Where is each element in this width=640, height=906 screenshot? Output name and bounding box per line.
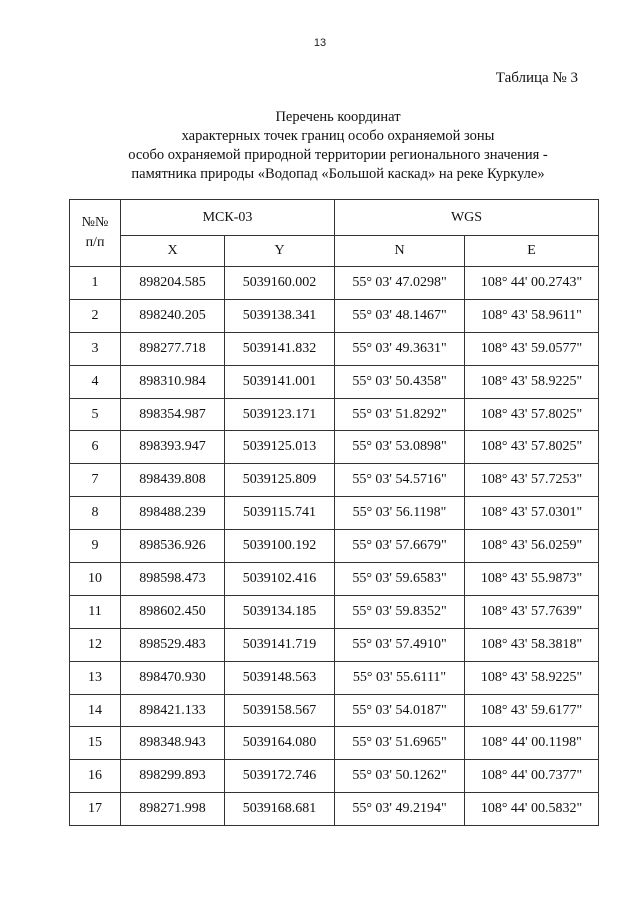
wgs-n-cell: 55° 03' 51.6965"	[335, 727, 465, 760]
msk-y-cell: 5039125.809	[225, 464, 335, 497]
point-number-cell: 6	[70, 431, 121, 464]
table-row	[70, 332, 599, 365]
table-label: Таблица № 3	[495, 70, 578, 86]
msk-y-cell: 5039141.832	[225, 332, 335, 365]
wgs-e-cell: 108° 44' 00.5832"	[465, 793, 599, 826]
point-number-cell: 16	[70, 760, 121, 793]
msk-y-cell: 5039141.719	[225, 628, 335, 661]
number-column-header	[70, 200, 121, 267]
wgs-n-cell: 55° 03' 53.0898"	[335, 431, 465, 464]
point-number-cell: 15	[70, 727, 121, 760]
point-number-cell: 13	[70, 661, 121, 694]
wgs-e-cell: 108° 43' 58.3818"	[465, 628, 599, 661]
msk-x-cell: 898536.926	[121, 530, 225, 563]
wgs-n-cell: 55° 03' 59.8352"	[335, 595, 465, 628]
msk-x-cell: 898348.943	[121, 727, 225, 760]
wgs-e-cell: 108° 43' 58.9611"	[465, 299, 599, 332]
wgs-e-cell: 108° 43' 57.7639"	[465, 595, 599, 628]
table-row	[70, 628, 599, 661]
wgs-n-cell: 55° 03' 56.1198"	[335, 497, 465, 530]
wgs-n-cell: 55° 03' 51.8292"	[335, 398, 465, 431]
point-number-cell: 7	[70, 464, 121, 497]
wgs-e-cell: 108° 43' 57.8025"	[465, 431, 599, 464]
table-row	[70, 497, 599, 530]
msk-x-cell: 898354.987	[121, 398, 225, 431]
number-header-line2: п/п	[85, 235, 105, 250]
msk-x-cell: 898529.483	[121, 628, 225, 661]
table-row	[70, 431, 599, 464]
point-number-cell: 12	[70, 628, 121, 661]
number-header-line1: №№	[81, 215, 109, 230]
table-row	[70, 530, 599, 563]
table-row	[70, 793, 599, 826]
msk-x-cell: 898439.808	[121, 464, 225, 497]
msk-x-cell: 898271.998	[121, 793, 225, 826]
msk-y-cell: 5039102.416	[225, 563, 335, 596]
table-row	[70, 464, 599, 497]
point-number-cell: 14	[70, 694, 121, 727]
msk-y-cell: 5039141.001	[225, 365, 335, 398]
coordinates-table-body	[70, 200, 599, 826]
msk-y-cell: 5039172.746	[225, 760, 335, 793]
point-number-cell: 1	[70, 267, 121, 300]
n-column-header: N	[335, 236, 465, 267]
table-subheader-row	[70, 236, 599, 267]
title-line: памятника природы «Водопад «Большой каскад» на реке Куркуле»	[131, 166, 545, 182]
title-line: особо охраняемой природной территории регионального значения -	[128, 147, 548, 163]
msk-y-cell: 5039123.171	[225, 398, 335, 431]
msk-y-cell: 5039160.002	[225, 267, 335, 300]
table-row	[70, 299, 599, 332]
wgs-n-cell: 55° 03' 57.6679"	[335, 530, 465, 563]
title-line: Перечень координат	[275, 109, 401, 125]
msk-x-cell: 898488.239	[121, 497, 225, 530]
wgs-n-cell: 55° 03' 57.4910"	[335, 628, 465, 661]
msk-y-cell: 5039158.567	[225, 694, 335, 727]
wgs-e-cell: 108° 43' 57.8025"	[465, 398, 599, 431]
e-column-header: E	[465, 236, 599, 267]
wgs-e-cell: 108° 43' 56.0259"	[465, 530, 599, 563]
table-row	[70, 694, 599, 727]
table-row	[70, 563, 599, 596]
table-row	[70, 398, 599, 431]
msk-x-cell: 898204.585	[121, 267, 225, 300]
wgs-e-cell: 108° 44' 00.2743"	[465, 267, 599, 300]
wgs-n-cell: 55° 03' 59.6583"	[335, 563, 465, 596]
wgs-e-cell: 108° 44' 00.7377"	[465, 760, 599, 793]
point-number-cell: 5	[70, 398, 121, 431]
wgs-e-cell: 108° 43' 55.9873"	[465, 563, 599, 596]
point-number-cell: 3	[70, 332, 121, 365]
wgs-e-cell: 108° 43' 58.9225"	[465, 661, 599, 694]
msk-x-cell: 898602.450	[121, 595, 225, 628]
wgs-n-cell: 55° 03' 49.2194"	[335, 793, 465, 826]
document-title	[0, 108, 640, 184]
point-number-cell: 17	[70, 793, 121, 826]
point-number-cell: 4	[70, 365, 121, 398]
wgs-n-cell: 55° 03' 49.3631"	[335, 332, 465, 365]
msk-x-cell: 898598.473	[121, 563, 225, 596]
msk-x-cell: 898240.205	[121, 299, 225, 332]
title-line: характерных точек границ особо охраняемой зоны	[181, 128, 495, 144]
table-row	[70, 365, 599, 398]
table-row	[70, 760, 599, 793]
point-number-cell: 2	[70, 299, 121, 332]
msk-x-cell: 898421.133	[121, 694, 225, 727]
msk-y-cell: 5039100.192	[225, 530, 335, 563]
wgs-e-cell: 108° 43' 59.0577"	[465, 332, 599, 365]
msk-x-cell: 898310.984	[121, 365, 225, 398]
table-row	[70, 661, 599, 694]
table-row	[70, 267, 599, 300]
wgs-n-cell: 55° 03' 54.0187"	[335, 694, 465, 727]
wgs-e-cell: 108° 43' 57.0301"	[465, 497, 599, 530]
page-number: 13	[313, 37, 327, 49]
table-header-row	[70, 200, 599, 236]
msk-y-cell: 5039168.681	[225, 793, 335, 826]
wgs-group-header: WGS	[335, 200, 599, 236]
wgs-n-cell: 55° 03' 50.4358"	[335, 365, 465, 398]
x-column-header: X	[121, 236, 225, 267]
wgs-e-cell: 108° 43' 57.7253"	[465, 464, 599, 497]
msk-y-cell: 5039115.741	[225, 497, 335, 530]
msk-group-header: МСК-03	[121, 200, 335, 236]
msk-y-cell: 5039138.341	[225, 299, 335, 332]
wgs-n-cell: 55° 03' 54.5716"	[335, 464, 465, 497]
wgs-n-cell: 55° 03' 48.1467"	[335, 299, 465, 332]
coordinates-table	[69, 199, 599, 826]
table-row	[70, 595, 599, 628]
msk-y-cell: 5039148.563	[225, 661, 335, 694]
msk-y-cell: 5039125.013	[225, 431, 335, 464]
wgs-e-cell: 108° 44' 00.1198"	[465, 727, 599, 760]
table-row	[70, 727, 599, 760]
msk-x-cell: 898299.893	[121, 760, 225, 793]
wgs-n-cell: 55° 03' 55.6111"	[335, 661, 465, 694]
wgs-e-cell: 108° 43' 58.9225"	[465, 365, 599, 398]
msk-x-cell: 898470.930	[121, 661, 225, 694]
y-column-header: Y	[225, 236, 335, 267]
msk-x-cell: 898277.718	[121, 332, 225, 365]
msk-y-cell: 5039134.185	[225, 595, 335, 628]
wgs-n-cell: 55° 03' 50.1262"	[335, 760, 465, 793]
wgs-e-cell: 108° 43' 59.6177"	[465, 694, 599, 727]
msk-x-cell: 898393.947	[121, 431, 225, 464]
point-number-cell: 8	[70, 497, 121, 530]
wgs-n-cell: 55° 03' 47.0298"	[335, 267, 465, 300]
msk-y-cell: 5039164.080	[225, 727, 335, 760]
point-number-cell: 9	[70, 530, 121, 563]
point-number-cell: 10	[70, 563, 121, 596]
point-number-cell: 11	[70, 595, 121, 628]
